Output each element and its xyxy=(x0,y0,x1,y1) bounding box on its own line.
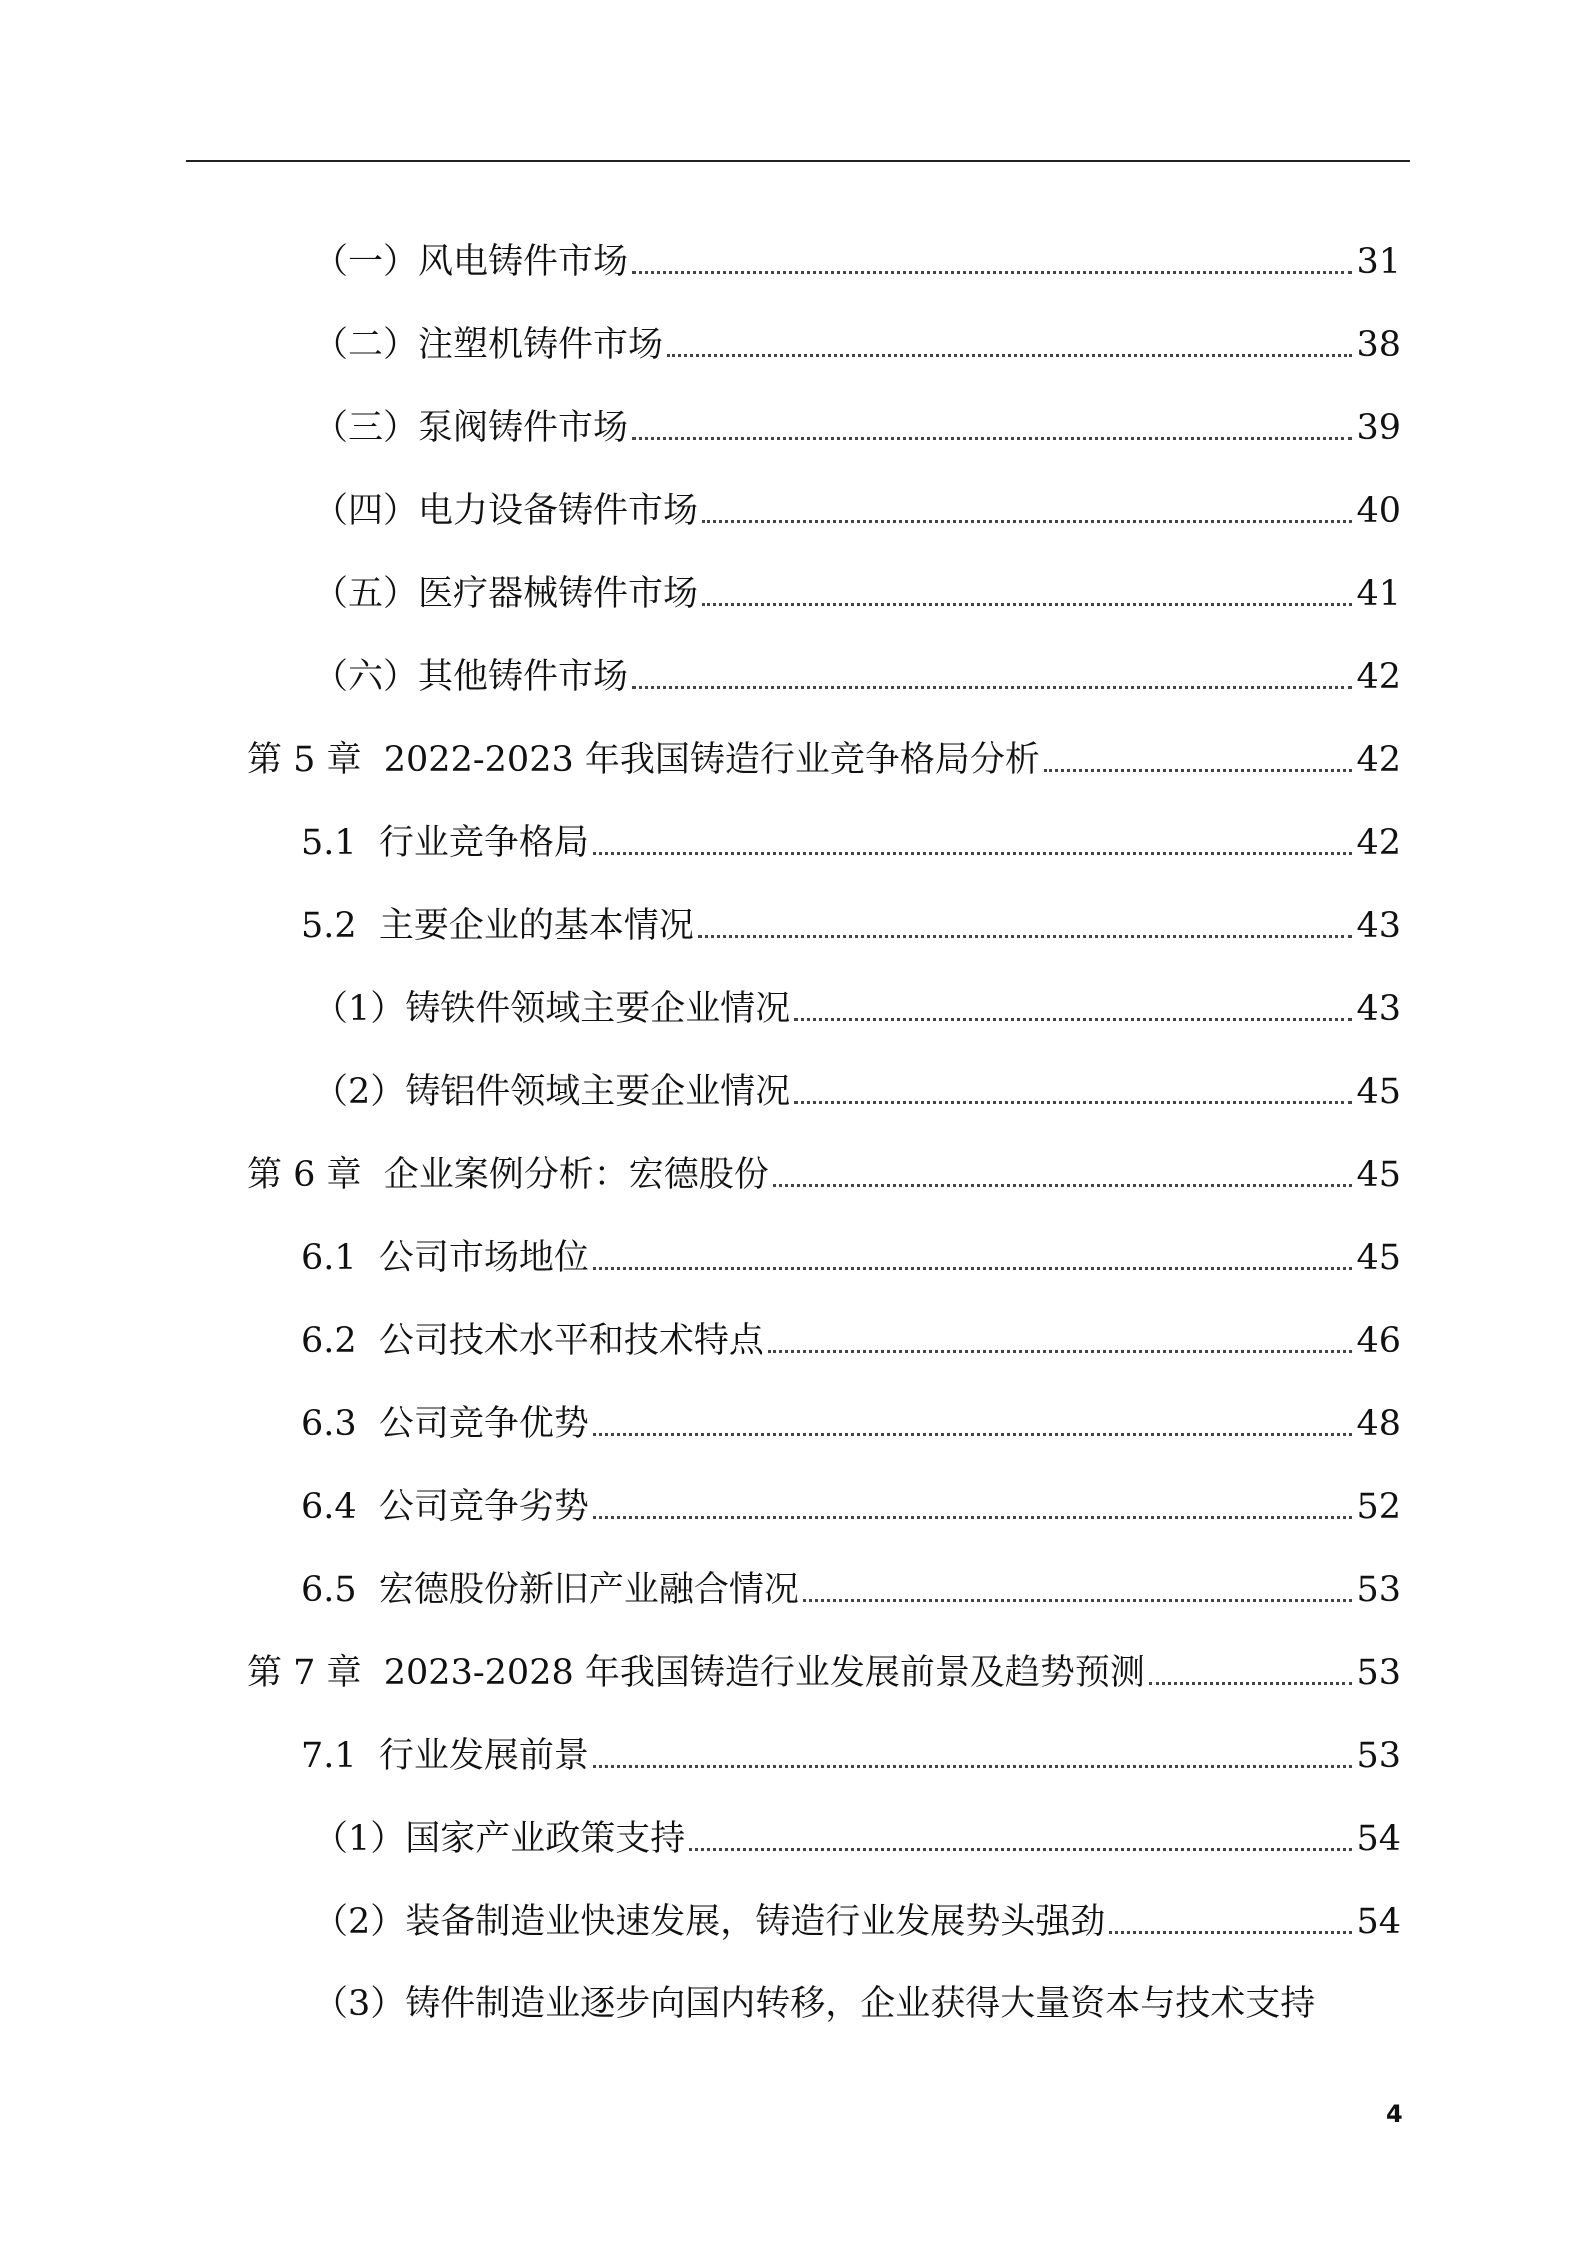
toc-entry[interactable] xyxy=(313,469,1401,529)
toc-entry-page: 45 xyxy=(1356,1072,1401,1112)
toc-entry-page: 54 xyxy=(1356,1902,1401,1942)
toc-entry-page: 45 xyxy=(1356,1238,1401,1278)
toc-section[interactable] xyxy=(301,1216,1401,1276)
toc-entry-page: 45 xyxy=(1356,1155,1401,1195)
toc-leader xyxy=(632,271,1352,274)
toc-entry[interactable] xyxy=(313,967,1401,1027)
toc-entry-page: 40 xyxy=(1356,491,1401,531)
toc-entry-label: 5.1 行业竞争格局 xyxy=(301,823,589,863)
toc-entry-page: 46 xyxy=(1356,1321,1401,1361)
toc-entry-label: （1）国家产业政策支持 xyxy=(313,1819,686,1859)
toc-entry-label: （二）注塑机铸件市场 xyxy=(313,325,664,365)
page-number: 4 xyxy=(1386,2100,1403,2128)
toc-leader xyxy=(667,354,1352,357)
toc-entry-label: 6.2 公司技术水平和技术特点 xyxy=(301,1321,764,1361)
toc-entry-label: （四）电力设备铸件市场 xyxy=(313,491,699,531)
toc-section[interactable] xyxy=(301,884,1401,944)
toc-entry-label: 6.3 公司竞争优势 xyxy=(301,1404,589,1444)
toc-entry-page: 42 xyxy=(1356,740,1401,780)
toc-leader xyxy=(632,437,1352,440)
toc-entry-label: 6.1 公司市场地位 xyxy=(301,1238,589,1278)
toc-entry-label: （五）医疗器械铸件市场 xyxy=(313,574,699,614)
toc-entry[interactable] xyxy=(313,1797,1401,1857)
toc-entry-label: （一）风电铸件市场 xyxy=(313,242,629,282)
toc-entry-label: （1）铸铁件领域主要企业情况 xyxy=(313,989,791,1029)
toc-chapter[interactable] xyxy=(247,1133,1401,1193)
toc-section[interactable] xyxy=(301,1465,1401,1525)
toc-entry-page: 41 xyxy=(1356,574,1401,614)
toc-leader xyxy=(593,1765,1353,1768)
toc-entry-label: 第 6 章 企业案例分析：宏德股份 xyxy=(247,1155,769,1195)
toc-entry[interactable] xyxy=(313,1880,1401,1940)
toc-entry-page: 53 xyxy=(1356,1653,1401,1693)
toc-entry-label: （2）铸铝件领域主要企业情况 xyxy=(313,1072,791,1112)
toc-section[interactable] xyxy=(301,1548,1401,1608)
toc-entry-page: 52 xyxy=(1356,1487,1401,1527)
toc-leader xyxy=(593,852,1353,855)
toc-leader xyxy=(768,1350,1353,1353)
toc-leader xyxy=(632,686,1352,689)
toc-entry-page: 31 xyxy=(1356,242,1401,282)
toc-section[interactable] xyxy=(301,801,1401,861)
toc-entry-page: 42 xyxy=(1356,657,1401,697)
toc-leader xyxy=(794,1018,1352,1021)
toc-leader xyxy=(698,935,1353,938)
toc-entry-page: 38 xyxy=(1356,325,1401,365)
toc-leader xyxy=(773,1184,1353,1187)
toc-entry-label: 第 5 章 2022-2023 年我国铸造行业竞争格局分析 xyxy=(247,740,1040,780)
toc-entry[interactable] xyxy=(313,635,1401,695)
toc-entry-page: 39 xyxy=(1356,408,1401,448)
toc-entry[interactable] xyxy=(313,1050,1401,1110)
toc-entry[interactable] xyxy=(313,552,1401,612)
toc-entry-page: 42 xyxy=(1356,823,1401,863)
toc-chapter[interactable] xyxy=(247,1631,1401,1691)
toc-entry-label: （六）其他铸件市场 xyxy=(313,657,629,697)
toc-leader xyxy=(689,1848,1352,1851)
toc-leader xyxy=(593,1516,1353,1519)
toc-entry-page: 53 xyxy=(1356,1736,1401,1776)
toc-entry-page: 53 xyxy=(1356,1570,1401,1610)
toc-entry-label: 6.4 公司竞争劣势 xyxy=(301,1487,589,1527)
toc-entry-continued[interactable]: （3）铸件制造业逐步向国内转移，企业获得大量资本与技术支持 xyxy=(313,1984,1316,2024)
toc-section[interactable] xyxy=(301,1299,1401,1359)
toc-entry-page: 43 xyxy=(1356,906,1401,946)
toc-entry-label: （三）泵阀铸件市场 xyxy=(313,408,629,448)
toc-leader xyxy=(1149,1682,1353,1685)
toc-leader xyxy=(794,1101,1352,1104)
toc-entry[interactable] xyxy=(313,303,1401,363)
toc-leader xyxy=(593,1433,1353,1436)
toc-entry-page: 54 xyxy=(1356,1819,1401,1859)
toc-entry[interactable] xyxy=(313,220,1401,280)
toc-section[interactable] xyxy=(301,1714,1401,1774)
toc-leader xyxy=(702,603,1352,606)
toc-leader xyxy=(593,1267,1353,1270)
toc-chapter[interactable] xyxy=(247,718,1401,778)
toc-entry[interactable] xyxy=(313,386,1401,446)
toc-entry-page: 43 xyxy=(1356,989,1401,1029)
toc-leader xyxy=(803,1599,1353,1602)
toc-section[interactable] xyxy=(301,1382,1401,1442)
toc-leader xyxy=(1109,1931,1352,1934)
toc-leader xyxy=(702,520,1352,523)
toc-entry-label: 5.2 主要企业的基本情况 xyxy=(301,906,694,946)
toc-entry-label: （2）装备制造业快速发展，铸造行业发展势头强劲 xyxy=(313,1902,1106,1942)
toc-entry-page: 48 xyxy=(1356,1404,1401,1444)
toc-entry-label: 7.1 行业发展前景 xyxy=(301,1736,589,1776)
toc-leader xyxy=(1044,769,1353,772)
header-rule xyxy=(186,160,1410,162)
toc-entry-label: 6.5 宏德股份新旧产业融合情况 xyxy=(301,1570,799,1610)
toc-entry-label: 第 7 章 2023-2028 年我国铸造行业发展前景及趋势预测 xyxy=(247,1653,1145,1693)
